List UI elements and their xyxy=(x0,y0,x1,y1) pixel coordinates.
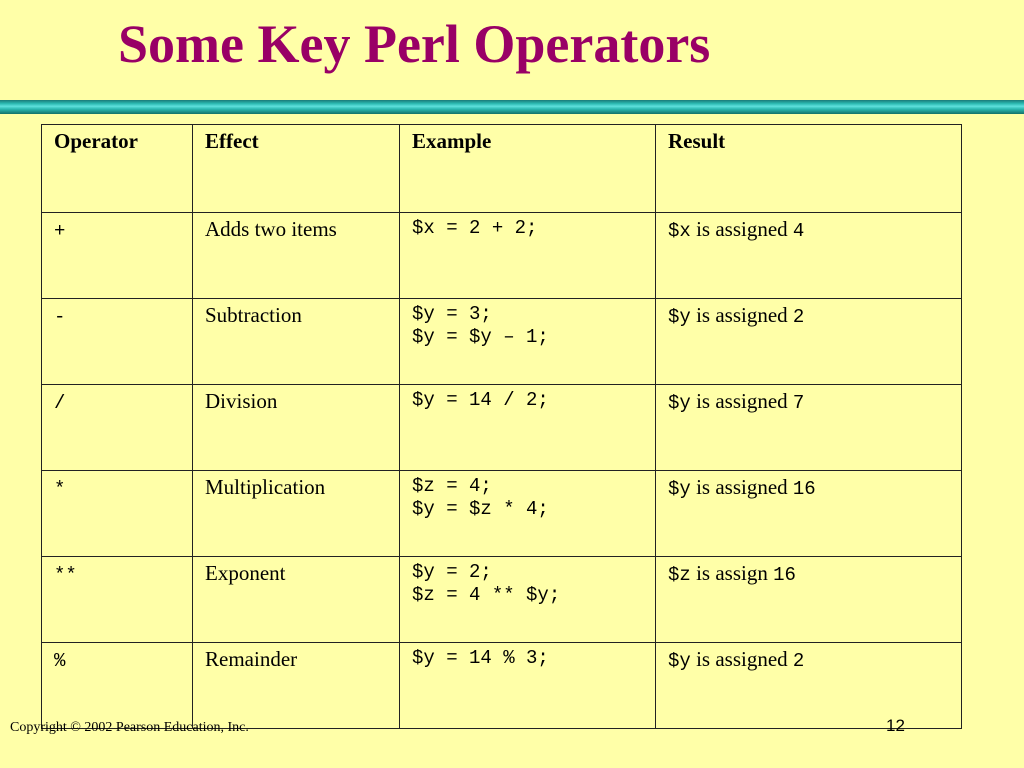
code-line: $y = $z * 4; xyxy=(412,498,549,520)
result-text: is assigned xyxy=(696,303,788,327)
operator-symbol: % xyxy=(54,650,66,672)
result-cell xyxy=(656,299,962,385)
code-line: $y = $y – 1; xyxy=(412,326,549,348)
code-line: $y = 2; xyxy=(412,561,492,583)
code-line: $y = 14 % 3; xyxy=(412,647,549,669)
operator-symbol: * xyxy=(54,478,66,500)
table-row xyxy=(42,557,962,643)
table-row xyxy=(42,471,962,557)
example-cell xyxy=(400,471,656,557)
copyright-footer: Copyright © 2002 Pearson Education, Inc. xyxy=(10,720,249,735)
result-value: 4 xyxy=(792,220,805,242)
result-var: $y xyxy=(668,478,691,500)
header-effect: Effect xyxy=(193,125,400,213)
code-line: $y = 14 / 2; xyxy=(412,389,549,411)
code-line: $z = 4 ** $y; xyxy=(412,584,561,606)
result-var: $y xyxy=(668,392,691,414)
header-example: Example xyxy=(400,125,656,213)
result-value: 2 xyxy=(792,306,805,328)
header-result: Result xyxy=(656,125,962,213)
result-cell xyxy=(656,471,962,557)
example-cell xyxy=(400,557,656,643)
result-var: $z xyxy=(668,564,691,586)
result-value: 2 xyxy=(792,650,805,672)
effect-cell: Remainder xyxy=(193,643,400,729)
result-text: is assigned xyxy=(696,475,788,499)
result-var: $y xyxy=(668,306,691,328)
table-row xyxy=(42,385,962,471)
header-operator: Operator xyxy=(42,125,193,213)
code-line: $y = 3; xyxy=(412,303,492,325)
table-row xyxy=(42,299,962,385)
slide-title: Some Key Perl Operators xyxy=(118,14,711,74)
operator-cell xyxy=(42,643,193,729)
title-divider xyxy=(0,100,1024,114)
result-cell xyxy=(656,557,962,643)
example-cell xyxy=(400,643,656,729)
result-var: $y xyxy=(668,650,691,672)
operators-table xyxy=(41,124,962,729)
code-line: $x = 2 + 2; xyxy=(412,217,538,239)
result-value: 16 xyxy=(792,478,816,500)
operator-cell xyxy=(42,471,193,557)
result-value: 7 xyxy=(792,392,805,414)
operator-cell xyxy=(42,557,193,643)
result-cell xyxy=(656,385,962,471)
operator-symbol: + xyxy=(54,220,66,242)
effect-cell: Division xyxy=(193,385,400,471)
effect-cell: Exponent xyxy=(193,557,400,643)
effect-cell: Subtraction xyxy=(193,299,400,385)
code-line: $z = 4; xyxy=(412,475,492,497)
page-number: 12 xyxy=(886,716,905,735)
result-cell xyxy=(656,213,962,299)
operator-cell xyxy=(42,385,193,471)
operator-cell xyxy=(42,299,193,385)
table-row xyxy=(42,213,962,299)
operator-symbol: / xyxy=(54,392,66,414)
example-cell xyxy=(400,385,656,471)
example-cell xyxy=(400,299,656,385)
operator-cell xyxy=(42,213,193,299)
example-cell xyxy=(400,213,656,299)
operator-symbol: ** xyxy=(54,564,77,586)
effect-cell: Adds two items xyxy=(193,213,400,299)
result-text: is assign xyxy=(696,561,768,585)
result-text: is assigned xyxy=(696,217,788,241)
operator-symbol: - xyxy=(54,306,66,328)
header-row xyxy=(42,125,962,213)
result-text: is assigned xyxy=(696,647,788,671)
result-text: is assigned xyxy=(696,389,788,413)
result-cell xyxy=(656,643,962,729)
result-var: $x xyxy=(668,220,691,242)
effect-cell: Multiplication xyxy=(193,471,400,557)
table-row xyxy=(42,643,962,729)
result-value: 16 xyxy=(773,564,796,586)
